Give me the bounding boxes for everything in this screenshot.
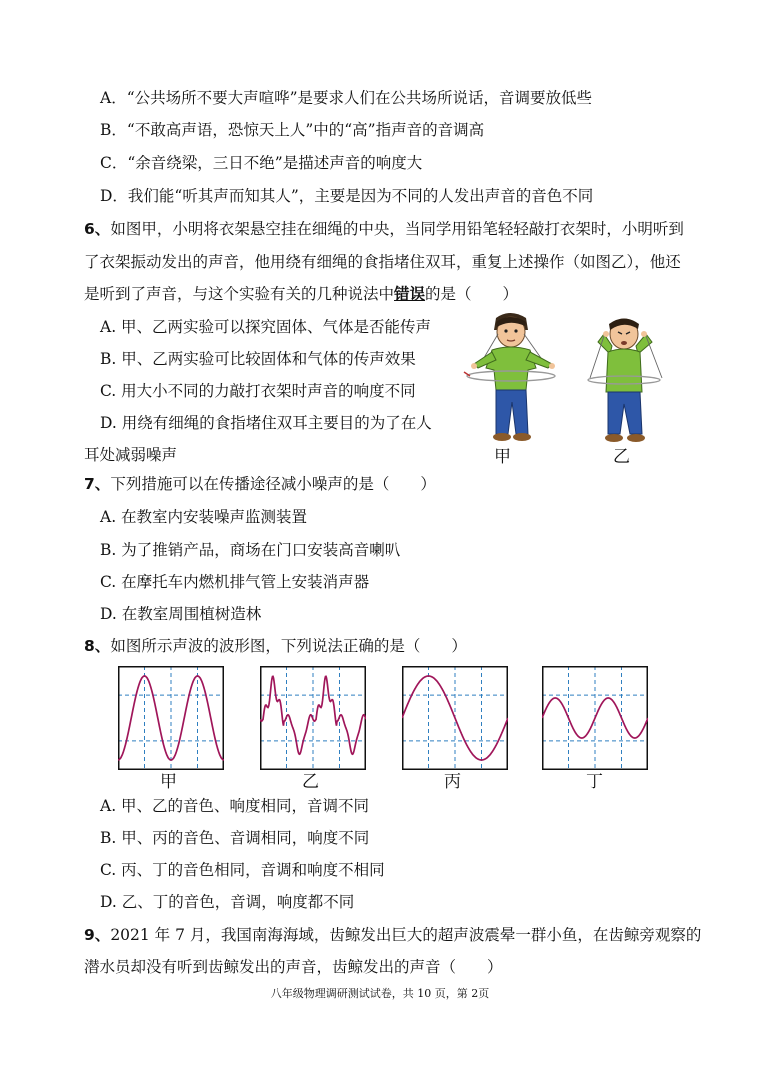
wave-diagram-jia: [118, 666, 224, 770]
page-footer: 八年级物理调研测试试卷，共 10 页，第 2页: [270, 987, 490, 1000]
q7-stem-text: 下列措施可以在传播途径减小噪声的是（ ）: [110, 475, 436, 493]
q6-stem-line1: [84, 219, 684, 239]
q5-option-c: C．“余音绕梁，三日不绝”是描述声音的响度大: [100, 154, 423, 172]
q6-sep: 、: [94, 220, 111, 238]
wave-label-yi: 乙: [302, 772, 319, 792]
wave-label-ding: 丁: [586, 772, 603, 792]
q6-stem-text1: 如图甲，小明将衣架悬空挂在细绳的中央，当同学用铅笔轻轻敲打衣架时，小明听到: [110, 220, 684, 238]
wave-label-jia: 甲: [160, 772, 177, 792]
q9-stem-line1: [84, 925, 701, 945]
q8-option-d: D. 乙、丁的音色，音调，响度都不同: [100, 893, 355, 911]
q6-stem-line2: 了衣架振动发出的声音，他用绕有细绳的食指堵住双耳，重复上述操作（如图乙），他还: [84, 253, 681, 271]
q9-sep: 、: [94, 926, 111, 944]
q5-option-b: B．“不敢高声语，恐惊天上人”中的“高”指声音的音调高: [100, 121, 485, 139]
wave-label-bing: 丙: [444, 772, 461, 792]
q6-option-d-cont: 耳处减弱噪声: [84, 446, 178, 464]
q6-option-c: C. 用大小不同的力敲打衣架时声音的响度不同: [100, 382, 416, 400]
wave-diagram-yi: [260, 666, 366, 770]
q8-sep: 、: [94, 637, 111, 655]
q6-option-a: A. 甲、乙两实验可以探究固体、气体是否能传声: [100, 318, 432, 336]
q9-stem-line2: 潜水员却没有听到齿鲸发出的声音，齿鲸发出的声音（ ）: [84, 958, 503, 976]
q6-option-b: B. 甲、乙两实验可比较固体和气体的传声效果: [100, 350, 416, 368]
q7-option-a: A. 在教室内安装噪声监测装置: [100, 508, 308, 526]
q8-number: 8: [84, 637, 95, 655]
q7-stem: [84, 474, 436, 494]
figure-label-yi: 乙: [613, 447, 630, 467]
q9-stem-text1: 2021 年 7 月，我国南海海域，齿鲸发出巨大的超声波震晕一群小鱼，在齿鲸旁观察的: [110, 926, 702, 944]
q6-stem-text3-end: 的是（ ）: [425, 285, 519, 303]
q7-option-c: C. 在摩托车内燃机排气管上安装消声器: [100, 573, 370, 591]
q6-error-keyword: 错误: [394, 284, 426, 303]
q6-option-d: D. 用绕有细绳的食指堵住双耳主要目的为了在人: [100, 414, 432, 432]
boy-figure-jia: [458, 310, 570, 448]
q9-number: 9: [84, 926, 95, 944]
wave-diagram-bing: [402, 666, 508, 770]
q7-option-b: B. 为了推销产品，商场在门口安装高音喇叭: [100, 541, 401, 559]
q5-option-d: D．我们能“听其声而知其人”，主要是因为不同的人发出声音的音色不同: [100, 187, 594, 205]
q8-option-a: A. 甲、乙的音色、响度相同，音调不同: [100, 797, 370, 815]
q8-stem-text: 如图所示声波的波形图，下列说法正确的是（ ）: [110, 637, 467, 655]
q6-stem-line3: [84, 284, 518, 304]
q8-option-c: C. 丙、丁的音色相同，音调和响度不相同: [100, 861, 385, 879]
q7-number: 7: [84, 475, 95, 493]
q8-stem: [84, 636, 467, 656]
q6-stem-text3: 是听到了声音，与这个实验有关的几种说法中: [84, 285, 395, 303]
wave-diagram-ding: [542, 666, 648, 770]
q8-option-b: B. 甲、丙的音色、音调相同，响度不同: [100, 829, 370, 847]
q7-sep: 、: [94, 475, 111, 493]
q7-option-d: D. 在教室周围植树造林: [100, 605, 262, 623]
boy-figure-yi: [584, 312, 668, 448]
figure-label-jia: 甲: [494, 447, 511, 467]
q5-option-a: A．“公共场所不要大声喧哗”是要求人们在公共场所说话，音调要放低些: [100, 89, 593, 107]
q6-number: 6: [84, 220, 95, 238]
